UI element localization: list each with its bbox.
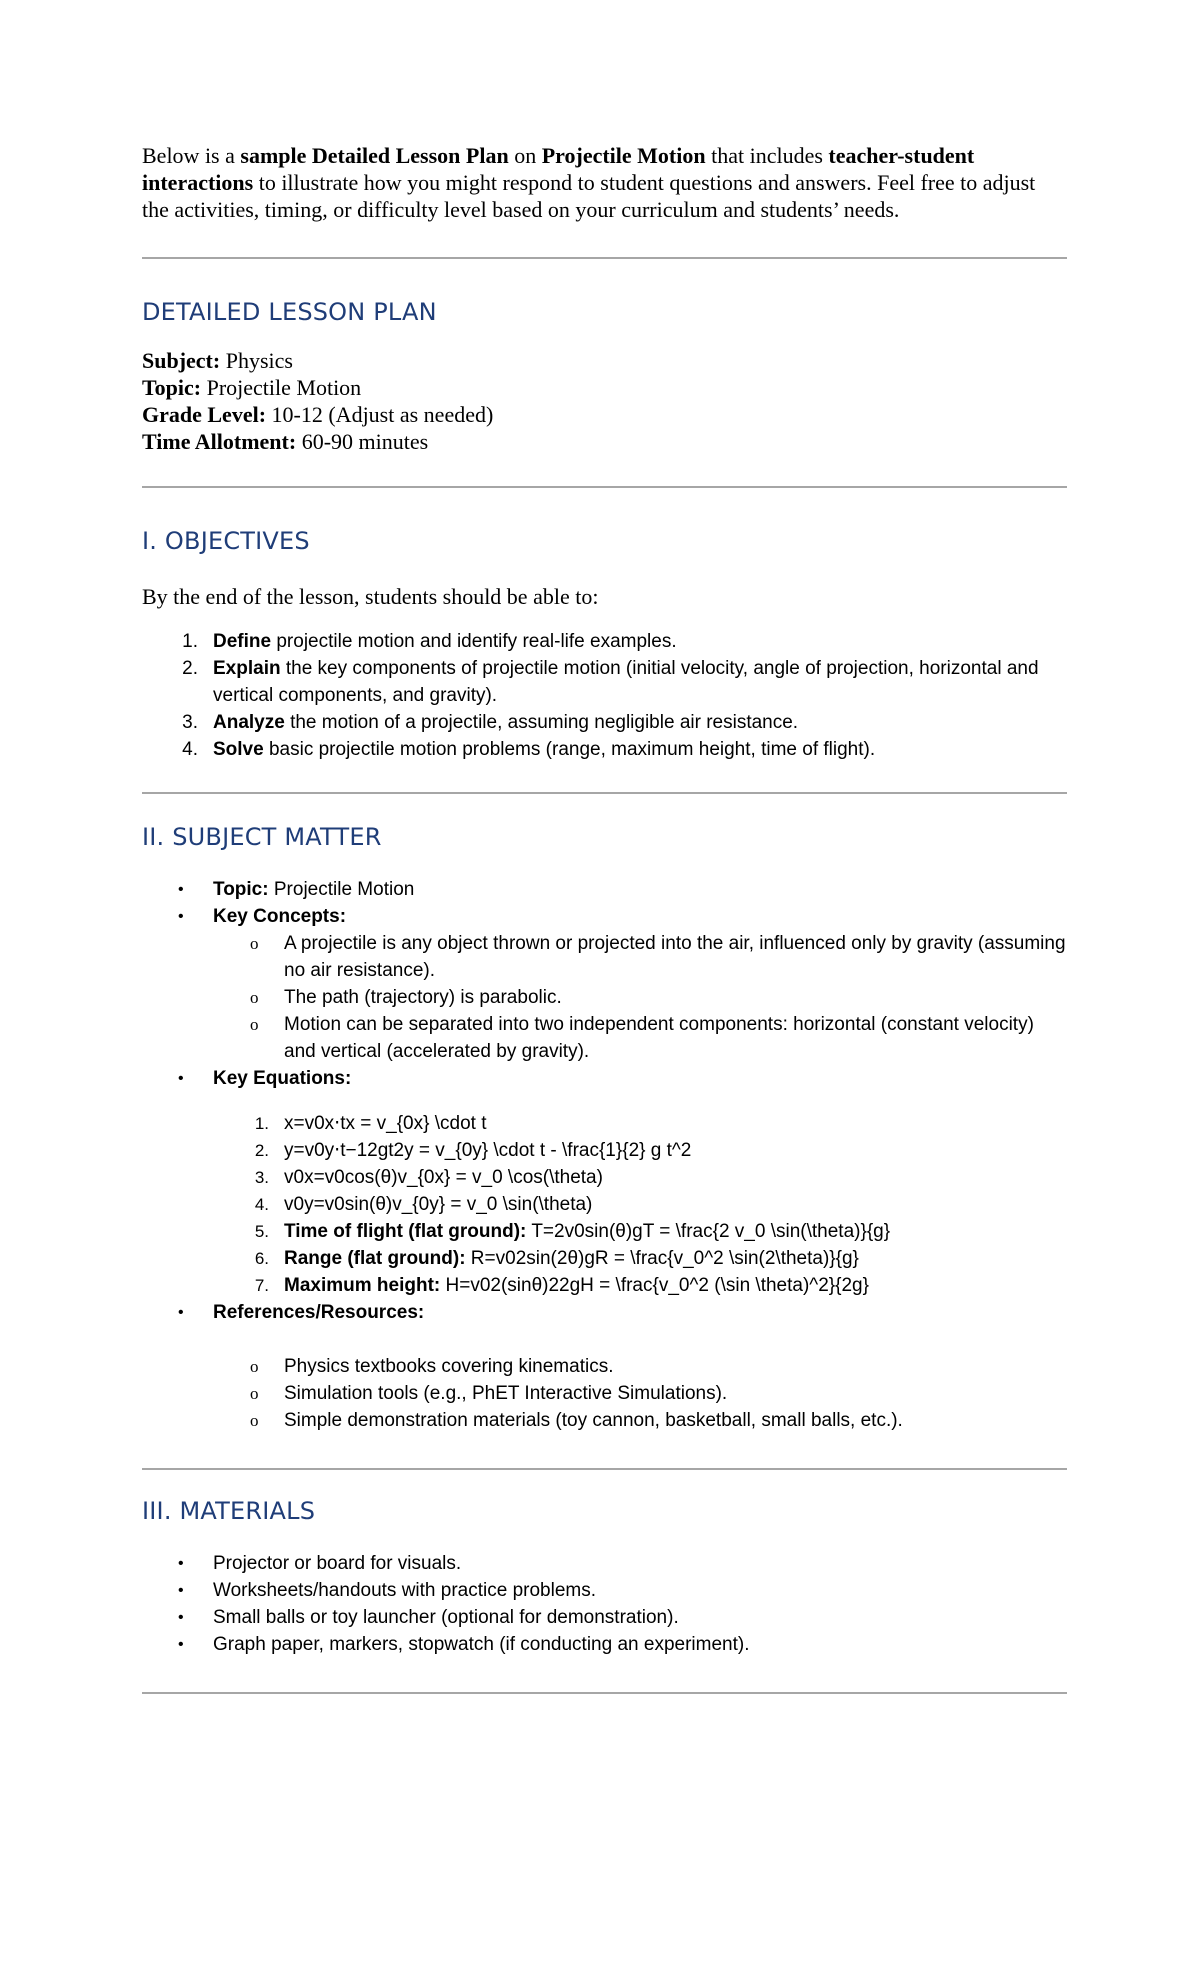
intro-paragraph: [142, 142, 1067, 223]
bullet-icon: •: [178, 1609, 184, 1626]
references-list: [142, 1353, 1067, 1434]
bullet-icon: •: [178, 1582, 184, 1599]
divider: [142, 257, 1067, 259]
equation-item: 7. Maximum height: H=v02(sinθ)22gH = \frac{v_0^2 (\sin \theta)^2}{2g}: [254, 1275, 869, 1296]
list-item: 2. Explain the key components of projectile motion (initial velocity, angle of projection, horizontal and vertical components, and gravity).: [182, 658, 1039, 706]
sub-list-item: o Motion can be separated into two independent components: horizontal (constant velocity) and vertical (accelerated by gravity).: [142, 1011, 1067, 1065]
grade-line: Grade Level: 10-12 (Adjust as needed): [142, 402, 494, 427]
equation-item: 5. Time of flight (flat ground): T=2v0sin(θ)gT = \frac{2 v_0 \sin(\theta)}{g}: [254, 1221, 891, 1242]
list-item: 3. Analyze the motion of a projectile, assuming negligible air resistance.: [182, 712, 799, 733]
list-item: • Worksheets/handouts with practice problems.: [142, 1577, 1067, 1604]
objectives-list: [142, 628, 1067, 763]
list-item: • Graph paper, markers, stopwatch (if conducting an experiment).: [142, 1631, 1067, 1658]
circle-bullet-icon: o: [250, 1411, 259, 1430]
intro-bold-2: Projectile Motion: [541, 143, 706, 168]
subject-matter-list: [142, 876, 1067, 1434]
intro-text-2: on: [508, 143, 542, 168]
sub-list-item: o The path (trajectory) is parabolic.: [142, 984, 1067, 1011]
circle-bullet-icon: o: [250, 1015, 259, 1034]
sub-list-item: o Physics textbooks covering kinematics.: [142, 1353, 1067, 1380]
time-line: Time Allotment: 60-90 minutes: [142, 429, 429, 454]
subject-matter-heading: II. SUBJECT MATTER: [142, 823, 382, 851]
intro-bold-3: teacher-student interactions: [142, 143, 975, 195]
bullet-icon: •: [178, 1555, 184, 1572]
equation-item: 1. x=v0x⋅tx = v_{0x} \cdot t: [254, 1113, 487, 1134]
materials-list: [142, 1550, 1067, 1658]
objectives-intro: By the end of the lesson, students should be able to:: [142, 584, 599, 609]
topic-line: Topic: Projectile Motion: [142, 375, 362, 400]
equations-list: [142, 1110, 1067, 1299]
equation-item: 2. y=v0y⋅t−12gt2y = v_{0y} \cdot t - \frac{1}{2} g t^2: [254, 1140, 692, 1161]
equation-item: 3. v0x=v0cos(θ)v_{0x} = v_0 \cos(\theta): [254, 1167, 603, 1188]
list-item: 1. Define projectile motion and identify real-life examples.: [182, 631, 677, 652]
plan-info: [142, 347, 1067, 455]
sub-list-item: o Simple demonstration materials (toy cannon, basketball, small balls, etc.).: [142, 1407, 1067, 1434]
list-item: • Small balls or toy launcher (optional for demonstration).: [142, 1604, 1067, 1631]
bullet-icon: •: [178, 908, 184, 925]
divider: [142, 1468, 1067, 1470]
list-item: • Key Equations:: [142, 1065, 1067, 1092]
divider: [142, 1692, 1067, 1694]
bullet-icon: •: [178, 881, 184, 898]
bullet-icon: •: [178, 1636, 184, 1653]
divider: [142, 792, 1067, 794]
intro-text-3: that includes: [705, 143, 829, 168]
document-page: [142, 142, 1067, 1694]
plan-heading: DETAILED LESSON PLAN: [142, 298, 437, 326]
list-item: • References/Resources:: [142, 1299, 1067, 1326]
bullet-icon: •: [178, 1070, 184, 1087]
subject-line: Subject: Physics: [142, 348, 293, 373]
intro-bold-1: sample Detailed Lesson Plan: [240, 143, 509, 168]
equation-item: 4. v0y=v0sin(θ)v_{0y} = v_0 \sin(\theta): [254, 1194, 593, 1215]
sub-list-item: o A projectile is any object thrown or projected into the air, influenced only by gravity (assuming no air resistance).: [142, 930, 1067, 984]
circle-bullet-icon: o: [250, 934, 259, 953]
intro-text-4: to illustrate how you might respond to student questions and answers. Feel free to adjust the activities, timing, or difficulty level based on your curriculum and students’ needs.: [142, 170, 1036, 222]
list-item: • Key Concepts:: [142, 903, 1067, 930]
circle-bullet-icon: o: [250, 1384, 259, 1403]
intro-text-1: Below is a: [142, 143, 241, 168]
circle-bullet-icon: o: [250, 988, 259, 1007]
sub-list-item: o Simulation tools (e.g., PhET Interactive Simulations).: [142, 1380, 1067, 1407]
circle-bullet-icon: o: [250, 1357, 259, 1376]
list-item: • Topic: Projectile Motion: [142, 876, 1067, 903]
objectives-heading: I. OBJECTIVES: [142, 527, 310, 555]
list-item: • Projector or board for visuals.: [142, 1550, 1067, 1577]
list-item: 4. Solve basic projectile motion problems (range, maximum height, time of flight).: [182, 739, 876, 760]
bullet-icon: •: [178, 1304, 184, 1321]
materials-heading: III. MATERIALS: [142, 1497, 316, 1525]
divider: [142, 486, 1067, 488]
equation-item: 6. Range (flat ground): R=v02sin(2θ)gR = \frac{v_0^2 \sin(2\theta)}{g}: [254, 1248, 859, 1269]
